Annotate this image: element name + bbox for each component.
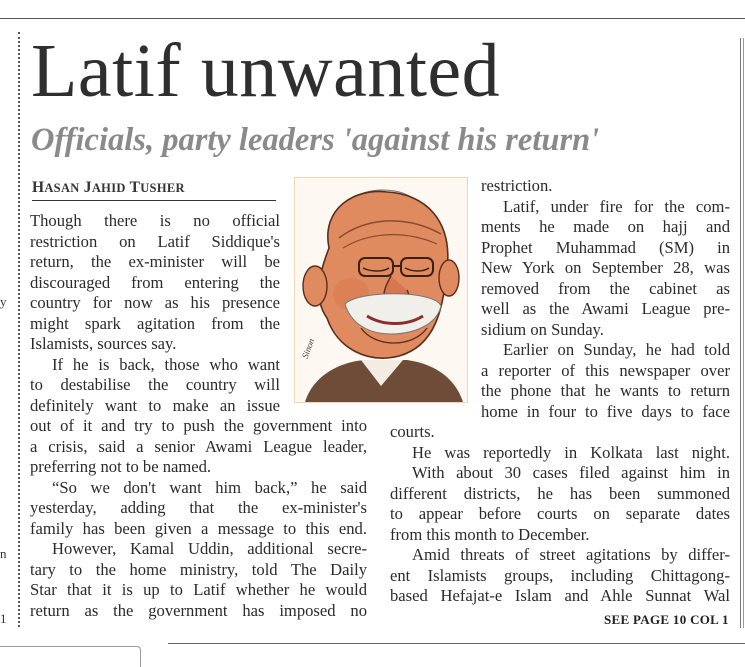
text-line: Prophet Muhammad (SM) in (481, 237, 730, 257)
text-line: to destabilise the country will (30, 375, 280, 394)
text-line: removed from the cabinet as (481, 278, 730, 298)
byline-initial: T (129, 179, 141, 196)
artist-signature: Sinon (299, 337, 317, 360)
text-line: a crisis, said a senior Awami League leader, (30, 436, 367, 456)
text-line: ent Islamists groups, including Chittagong- (390, 565, 730, 585)
headline: Latif unwanted (31, 29, 501, 113)
text-line: Though there is no official (30, 211, 280, 230)
margin-fragment: y (0, 294, 7, 309)
column-divider-dotted (18, 32, 20, 627)
byline-part: ASAN (44, 181, 80, 195)
subheadline: Officials, party leaders 'against his return' (31, 122, 600, 158)
text-line: With about 30 cases filed against him in (412, 463, 730, 482)
text-line: based Hefajat-e Islam and Ahle Sunnat Wal (390, 586, 730, 605)
text-line: to appear before courts on separate dates (390, 504, 730, 523)
text-line: from this month to December. (390, 524, 590, 544)
byline-part: AHID (91, 181, 126, 195)
text-line: Amid threats of street agitations by differ- (412, 545, 730, 564)
text-line: out of it and try to push the government into (30, 416, 367, 435)
byline (32, 179, 276, 201)
text-line: country for now as his presence (30, 293, 280, 312)
left-margin-fragments (0, 0, 12, 660)
text-line: might spark agitation from the (30, 313, 280, 333)
text-line: discouraged from entering the (30, 272, 280, 292)
text-line: tary to the home ministry, told The Daily (30, 559, 367, 579)
margin-fragment: n (0, 546, 7, 561)
text-line: restriction on Latif Siddique's (30, 231, 280, 251)
text-line: ments he made on hajj and (481, 217, 730, 236)
text-line: return as the government has imposed no (30, 600, 367, 620)
text-line: return, the ex-minister will be (30, 252, 280, 271)
byline-part: USHER (140, 181, 185, 195)
text-line: Islamists, sources say. (30, 334, 177, 353)
text-line: courts. (390, 422, 435, 441)
text-line: Earlier on Sunday, he had told (503, 340, 730, 359)
article-column-2 (390, 176, 730, 607)
text-line: the phone that he wants to return (481, 381, 730, 400)
adjacent-box-edge (0, 646, 141, 667)
text-line: yesterday, adding that the ex-minister's (30, 498, 367, 517)
right-column-rule-2 (743, 38, 744, 628)
text-line: “So we don't want him back,” he said (52, 477, 367, 497)
text-line: definitely want to make an issue (30, 395, 280, 415)
bottom-rule (168, 643, 745, 644)
text-line: However, Kamal Uddin, additional secre- (52, 539, 367, 558)
text-line: Latif, under fire for the com- (503, 196, 730, 216)
byline-initial: H (32, 179, 45, 196)
text-line: Star that it is up to Latif whether he would (30, 580, 367, 599)
text-line: restriction. (481, 176, 553, 195)
text-line: well as the Awami League pre- (481, 299, 730, 318)
text-line: home in four to five days to face (481, 401, 730, 421)
text-line: a reporter of this newspaper over (481, 360, 730, 380)
left-ear (303, 266, 327, 306)
byline-initial: J (83, 179, 92, 196)
top-rule (0, 18, 745, 19)
jump-line: SEE PAGE 10 COL 1 (604, 612, 729, 627)
text-line: He was reportedly in Kolkata last night. (412, 442, 730, 462)
margin-fragment: 1 (0, 611, 7, 626)
text-line: New York on September 28, was (481, 258, 730, 277)
right-column-rule (740, 38, 741, 628)
text-line: family has been given a message to this end. (30, 518, 367, 538)
text-line: preferring not to be named. (30, 457, 212, 476)
text-line: If he is back, those who want (52, 354, 280, 374)
text-line: sidium on Sunday. (481, 319, 604, 339)
text-line: different districts, he has been summoned (390, 483, 730, 503)
